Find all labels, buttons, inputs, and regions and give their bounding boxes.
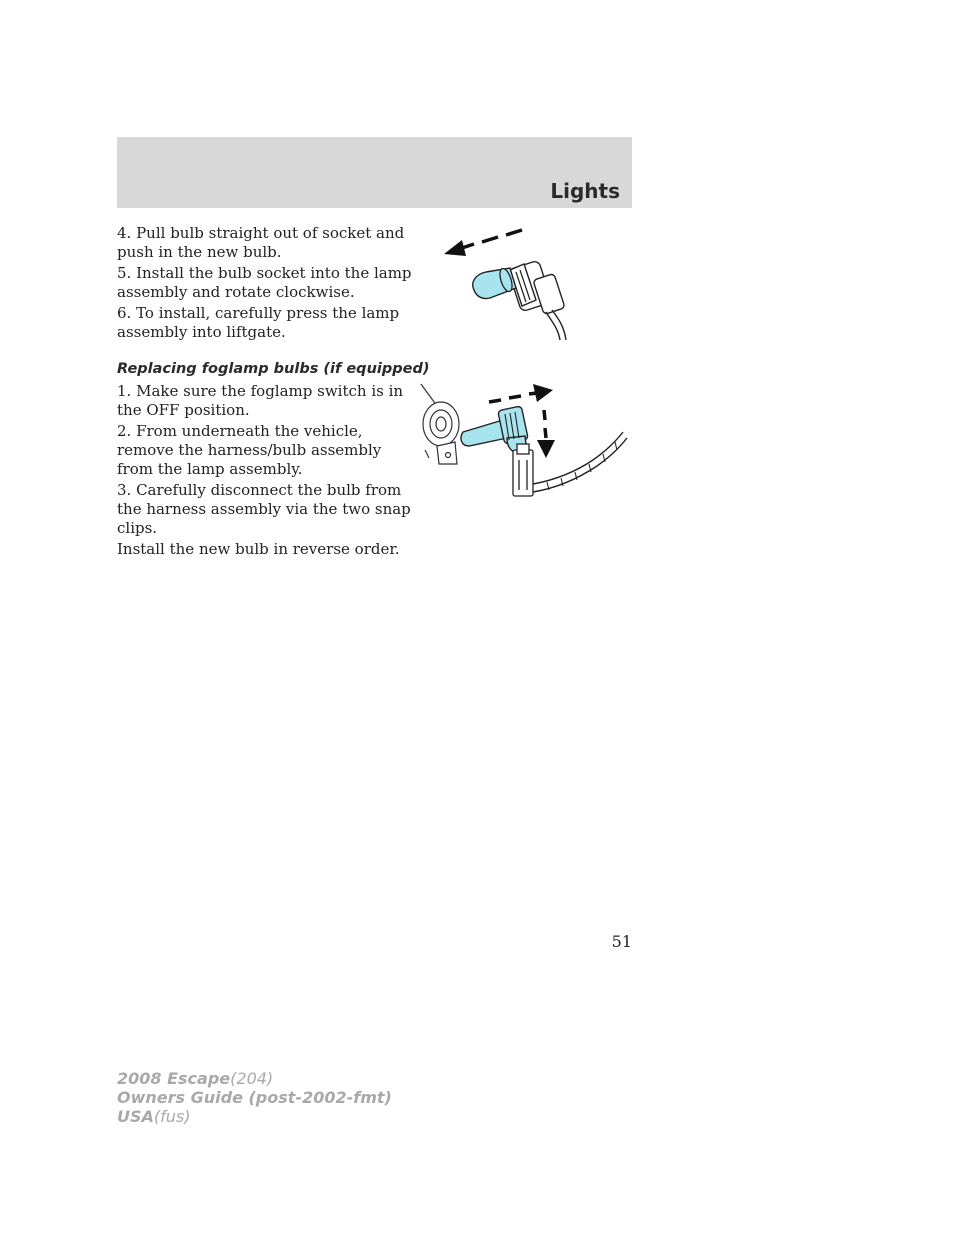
document-footer (117, 1069, 392, 1126)
pull-down-arrow (544, 410, 546, 438)
foglamp-install-note: Install the new bulb in reverse order. (117, 540, 400, 558)
page-number: 51 (611, 932, 632, 951)
foglamp-bulb-removal-illustration (415, 380, 630, 505)
rear-bulb-removal-illustration (440, 218, 580, 340)
footer-market-code: (fus) (153, 1107, 191, 1126)
step-5-text: 5. Install the bulb socket into the lamp assembly and rotate clockwise. (117, 264, 412, 301)
footer-line-1 (117, 1069, 392, 1088)
section-header-band (117, 137, 632, 208)
foglamp-heading: Replacing foglamp bulbs (if equipped) (117, 361, 430, 377)
step-4-text: 4. Pull bulb straight out of socket and push in the new bulb. (117, 224, 405, 261)
section-title: Lights (550, 179, 620, 203)
foglamp-step-3: 3. Carefully disconnect the bulb from the harness assembly via the two snap clips. (117, 481, 411, 537)
footer-model-code: (204) (230, 1069, 274, 1088)
footer-market: USA (117, 1107, 154, 1126)
foglamp-step-2: 2. From underneath the vehicle, remove the harness/bulb assembly from the lamp assembly. (117, 422, 382, 478)
pull-direction-arrow (462, 230, 522, 248)
footer-model: 2008 Escape (117, 1069, 231, 1088)
pull-right-arrow (489, 393, 537, 402)
footer-line-3 (117, 1107, 392, 1126)
foglamp-step-1: 1. Make sure the foglamp switch is in the OFF position. (117, 382, 404, 419)
step-6-text: 6. To install, carefully press the lamp assembly into liftgate. (117, 304, 400, 341)
footer-line-2: Owners Guide (post-2002-fmt) (117, 1088, 392, 1107)
